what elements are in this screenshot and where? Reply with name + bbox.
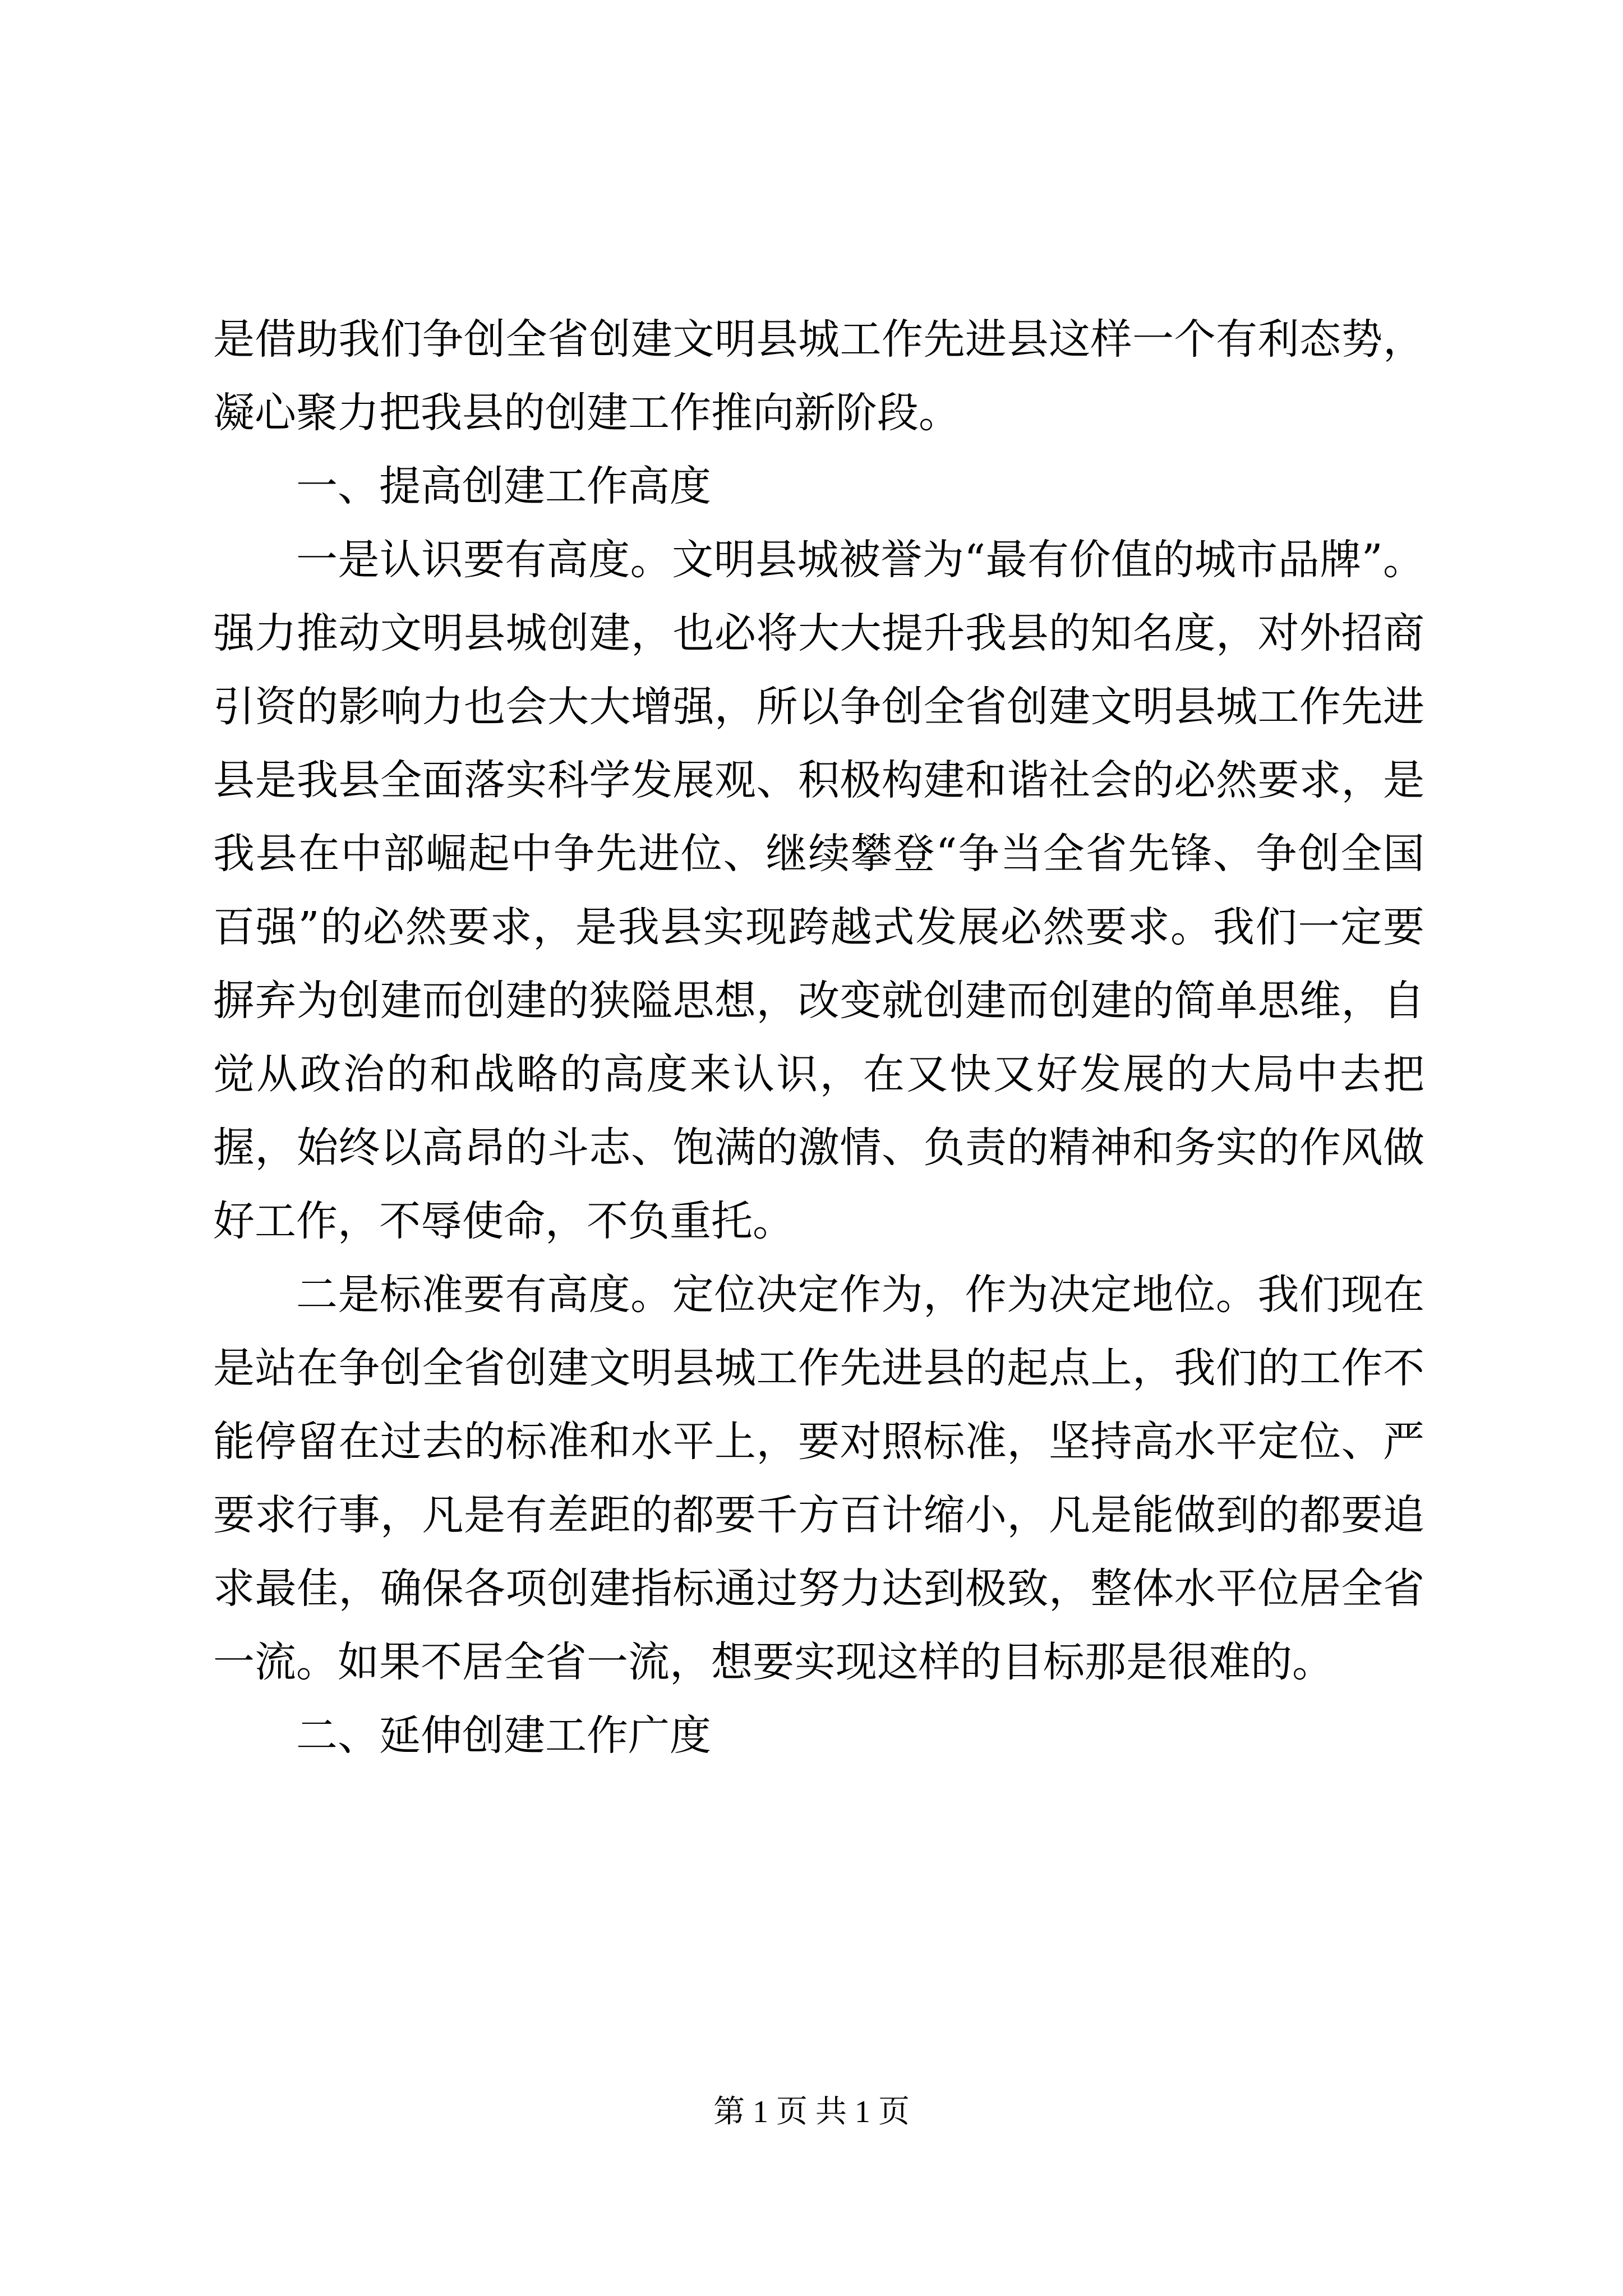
document-body: [213, 303, 1424, 1773]
paragraph-continuation: 是借助我们争创全省创建文明县城工作先进县这样一个有利态势，凝心聚力把我县的创建工作推向新阶段。: [213, 315, 1424, 437]
paragraph-standards: 二是标准要有高度。定位决定作为，作为决定地位。我们现在是站在争创全省创建文明县城工作先进县的起点上，我们的工作不能停留在过去的标准和水平上，要对照标准，坚持高水平定位、严要求行事，凡是有差距的都要千方百计缩小，凡是能做到的都要追求最佳，确保各项创建指标通过努力达到极致，整体水平位居全省一流。如果不居全省一流，想要实现这样的目标那是很难的。: [213, 1271, 1424, 1686]
section-heading-2: 二、延伸创建工作广度: [296, 1711, 711, 1760]
paragraph-awareness: 一是认识要有高度。文明县城被誉为“最有价值的城市品牌”。强力推动文明县城创建，也必将大大提升我县的知名度，对外招商引资的影响力也会大大增强，所以争创全省创建文明县城工作先进县是我县全面落实科学发展观、积极构建和谐社会的必然要求，是我县在中部崛起中争先进位、继续攀登“争当全省先锋、争创全国百强”的必然要求，是我县实现跨越式发展必然要求。我们一定要摒弃为创建而创建的狭隘思想，改变就创建而创建的简单思维，自觉从政治的和战略的高度来认识，在又快又好发展的大局中去把握，始终以高昂的斗志、饱满的激情、负责的精神和务实的作风做好工作，不辱使命，不负重托。: [213, 536, 1424, 1245]
page-footer: 第 1 页 共 1 页: [713, 2095, 910, 2129]
section-heading-1: 一、提高创建工作高度: [296, 462, 711, 510]
